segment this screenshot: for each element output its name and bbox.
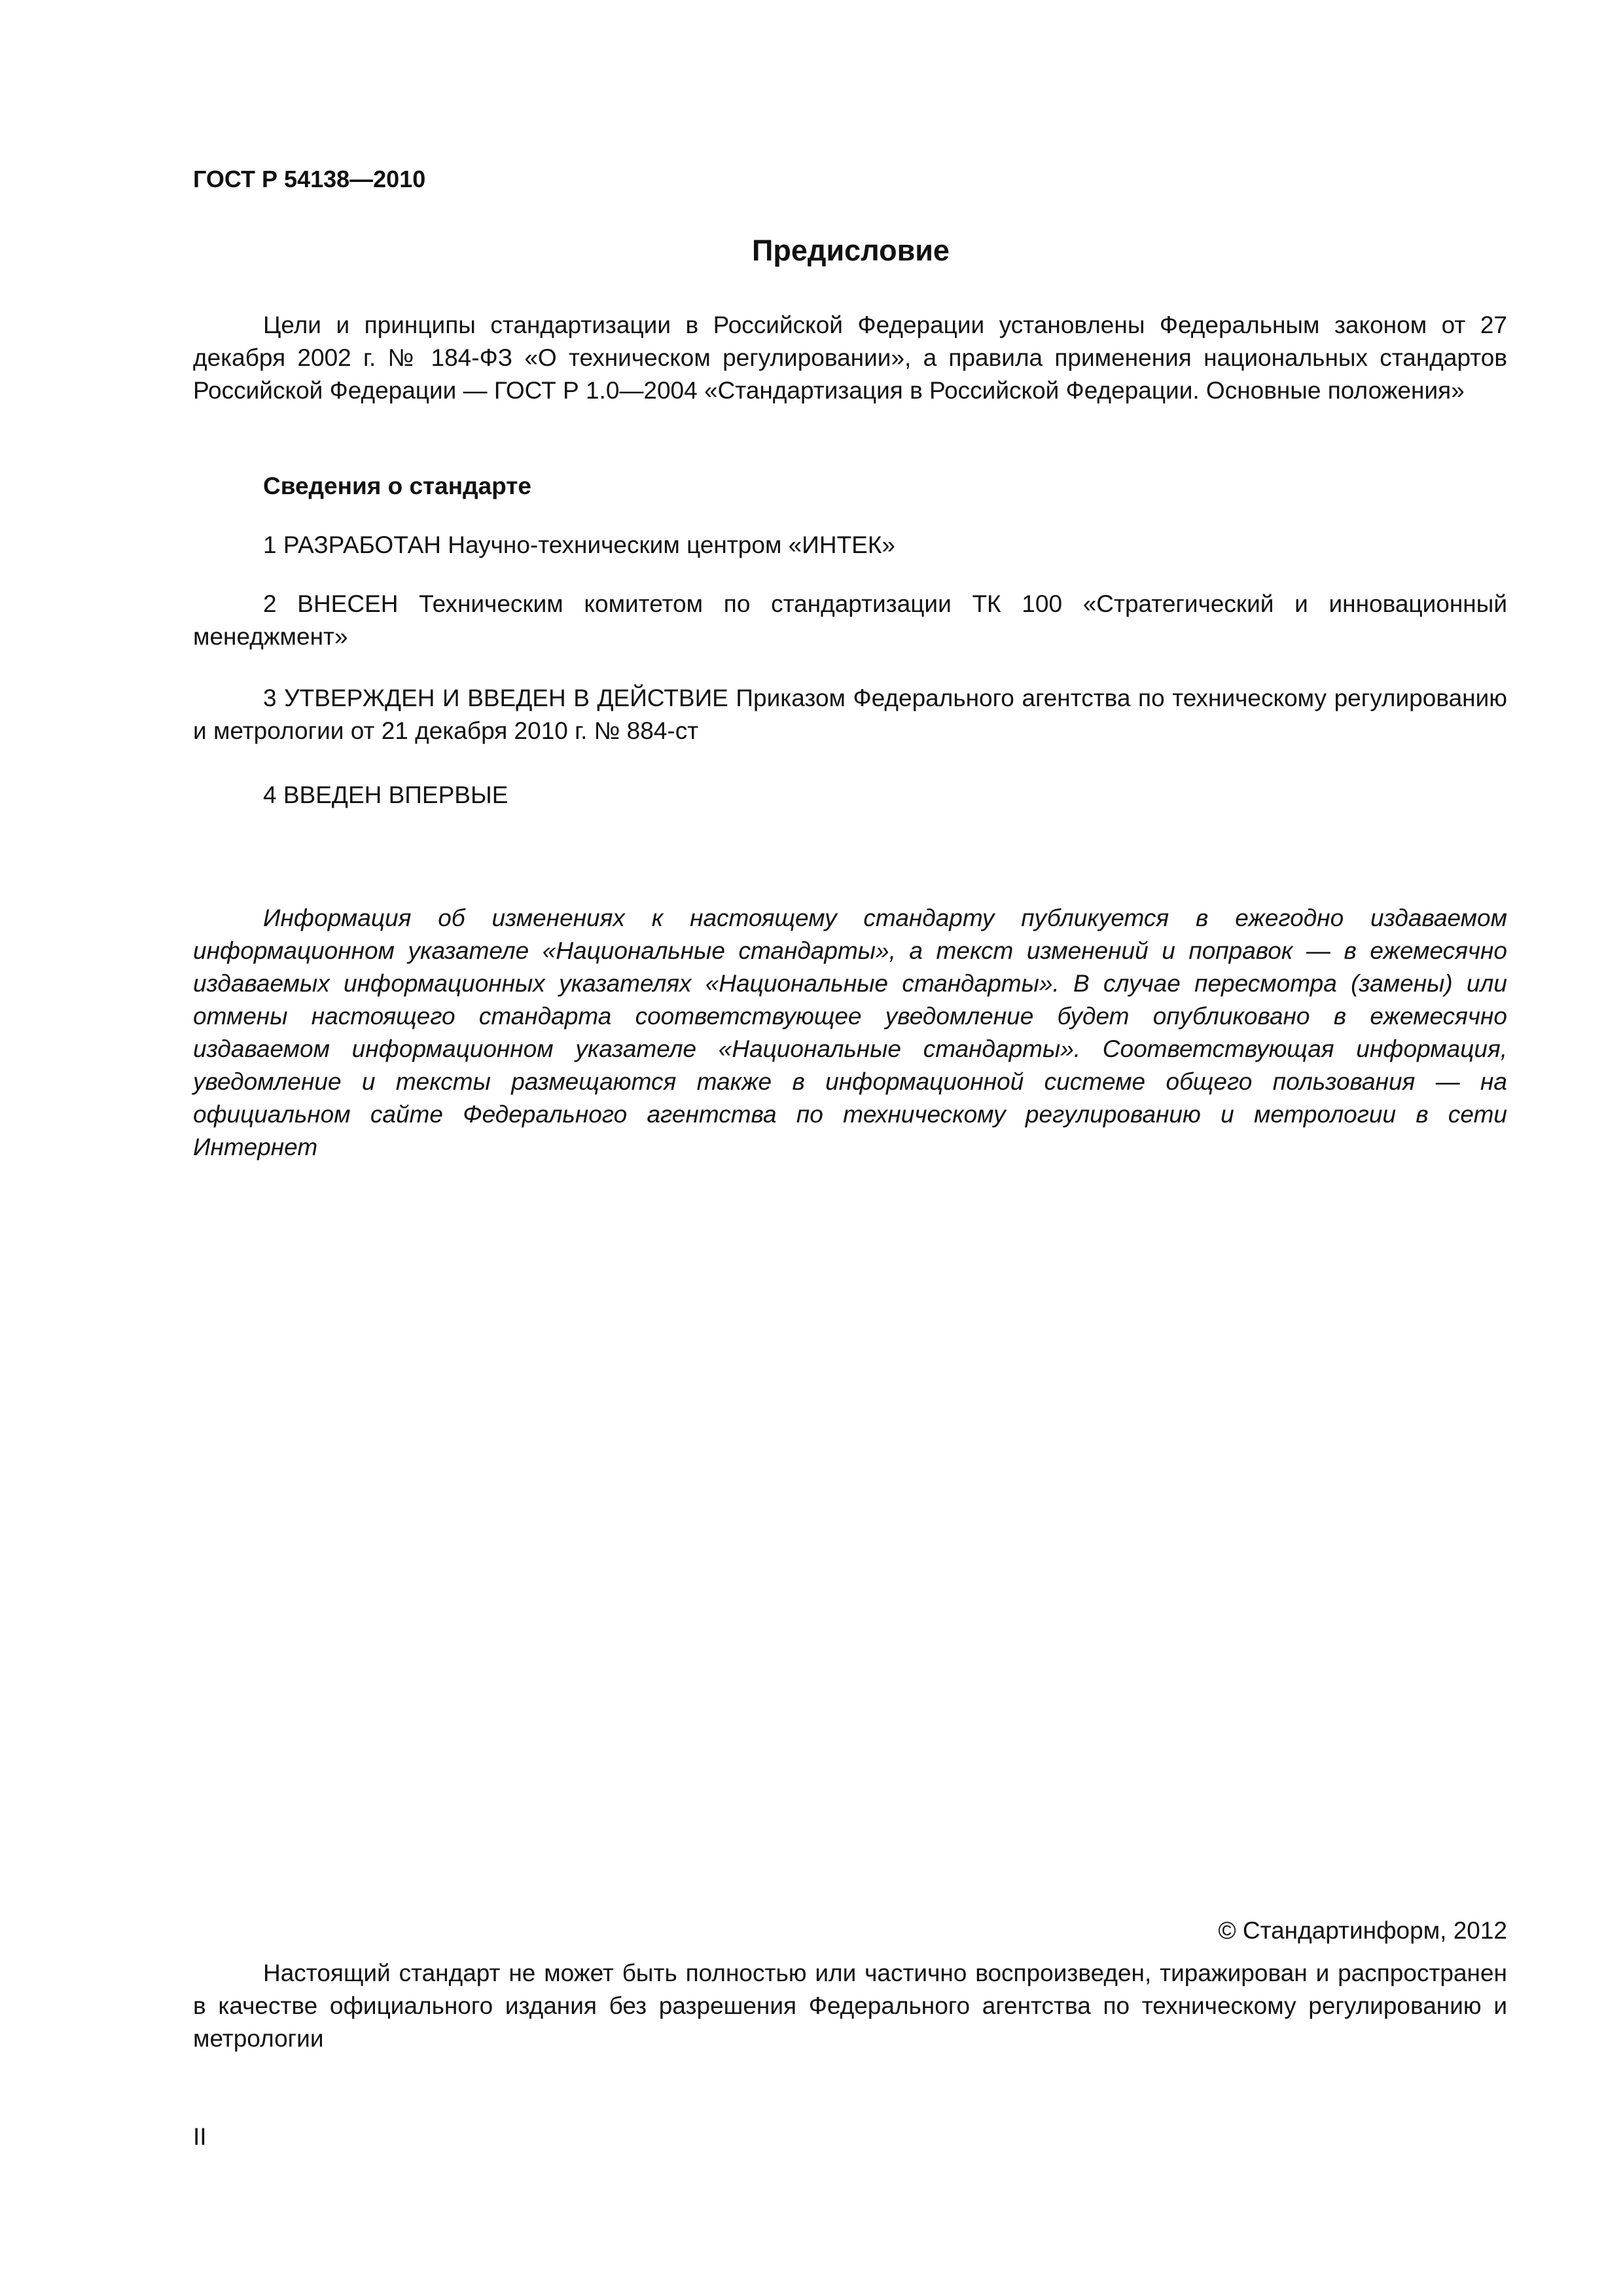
list-item: 1 РАЗРАБОТАН Научно-техническим центром «ИНТЕК» [263,531,895,558]
reproduction-restriction-paragraph: Настоящий стандарт не может быть полностью или частично воспроизведен, тиражирован и распространен в качестве официального издания без разрешения Федерального агентства по техническому регулированию и метрологии [193,1960,1507,2052]
copyright-notice: © Стандартинформ, 2012 [1218,1917,1507,1944]
page-title: Предисловие [752,234,950,267]
list-item: 4 ВВЕДЕН ВПЕРВЫЕ [263,781,508,808]
list-item: 2 ВНЕСЕН Техническим комитетом по стандартизации ТК 100 «Стратегический и инновационный менеджмент» [193,590,1507,650]
intro-paragraph: Цели и принципы стандартизации в Российской Федерации установлены Федеральным законом от 27 декабря 2002 г. № 184-ФЗ «О техническом регулировании», а правила применения национальных стандартов Российской Федерации — ГОСТ Р 1.0—2004 «Стандартизация в Российской Федерации. Основные положения» [193,312,1507,404]
changes-notice-paragraph: Информация об изменениях к настоящему стандарту публикуется в ежегодно издаваемом информационном указателе «Национальные стандарты», а текст изменений и поправок — в ежемесячно издаваемых информационных указателях «Национальные стандарты». В случае пересмотра (замены) или отмены настоящего стандарта соответствующее уведомление будет опубликовано в ежемесячно издаваемом информационном указателе «Национальные стандарты». Соответствующая информация, уведомление и тексты размещаются также в информационной системе общего пользования — на официальном сайте Федерального агентства по техническому регулированию и метрологии в сети Интернет [193,905,1507,1160]
list-item: 3 УТВЕРЖДЕН И ВВЕДЕН В ДЕЙСТВИЕ Приказом Федерального агентства по техническому регулированию и метрологии от 21 декабря 2010 г. № 884-ст [193,685,1507,744]
info-heading: Сведения о стандарте [263,473,531,499]
document-code: ГОСТ Р 54138—2010 [193,166,426,192]
page-number: II [193,2123,207,2150]
